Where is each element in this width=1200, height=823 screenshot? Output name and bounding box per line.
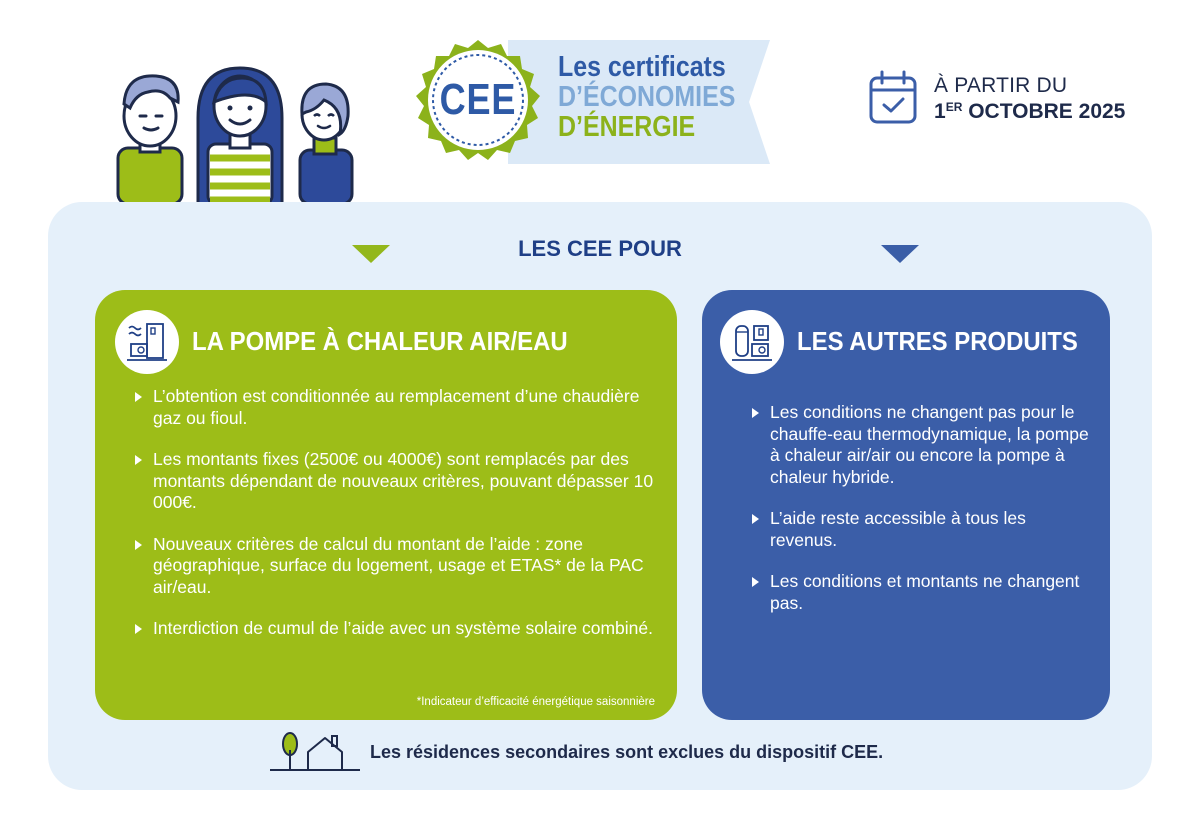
- calendar-icon: [868, 70, 918, 126]
- man-figure: [118, 76, 182, 204]
- brand-line-3: D’ÉNERGIE: [558, 111, 696, 143]
- heat-pump-icon: [115, 310, 179, 374]
- list-item: Les conditions ne changent pas pour le chauffe-eau thermodynamique, la pompe à chaleur air/air ou encore la pompe à chaleur hybride.: [752, 402, 1092, 488]
- heat-pump-bullets: [135, 386, 655, 660]
- heat-pump-title: LA POMPE À CHALEUR AIR/EAU: [192, 326, 568, 356]
- secondary-residences-note: Les résidences secondaires sont exclues du dispositif CEE.: [370, 742, 884, 762]
- heat-pump-card: [95, 290, 677, 720]
- list-item: Nouveaux critères de calcul du montant de l’aide : zone géographique, surface du logement, usage et ETAS* de la PAC air/eau.: [135, 534, 655, 599]
- arrow-down-blue-icon: [881, 245, 919, 263]
- etas-footnote: *Indicateur d’efficacité énergétique saisonnière: [416, 696, 655, 708]
- date-day: 1: [934, 100, 946, 123]
- brand-line-2: D’ÉCONOMIES: [558, 81, 736, 113]
- older-woman-figure: [300, 84, 352, 204]
- list-item: L’obtention est conditionnée au remplacement d’une chaudière gaz ou fioul.: [135, 386, 655, 429]
- list-item: Les montants fixes (2500€ ou 4000€) sont remplacés par des montants dépendant de nouveaux critères, pouvant dépasser 10 000€.: [135, 449, 655, 514]
- date-value: [934, 100, 1194, 124]
- cee-badge-text: CEE: [439, 75, 517, 124]
- list-item: L’aide reste accessible à tous les revenus.: [752, 508, 1092, 551]
- section-title: LES CEE POUR: [518, 236, 682, 261]
- woman-figure: [198, 68, 282, 204]
- water-heater-icon: [720, 310, 784, 374]
- people-illustration: [110, 58, 370, 204]
- list-item: Interdiction de cumul de l’aide avec un système solaire combiné.: [135, 618, 655, 640]
- house-tree-icon: [268, 730, 362, 774]
- date-prefix: À PARTIR DU: [934, 74, 1068, 97]
- brand-line-1: Les certificats: [558, 51, 726, 83]
- list-item: Les conditions et montants ne changent pas.: [752, 571, 1092, 614]
- date-suffix: ER: [945, 100, 963, 114]
- other-products-title: LES AUTRES PRODUITS: [797, 326, 1078, 356]
- brand-title: [558, 52, 735, 142]
- other-products-bullets: [752, 402, 1092, 634]
- date-rest: OCTOBRE 2025: [962, 100, 1126, 123]
- other-products-card: [702, 290, 1110, 720]
